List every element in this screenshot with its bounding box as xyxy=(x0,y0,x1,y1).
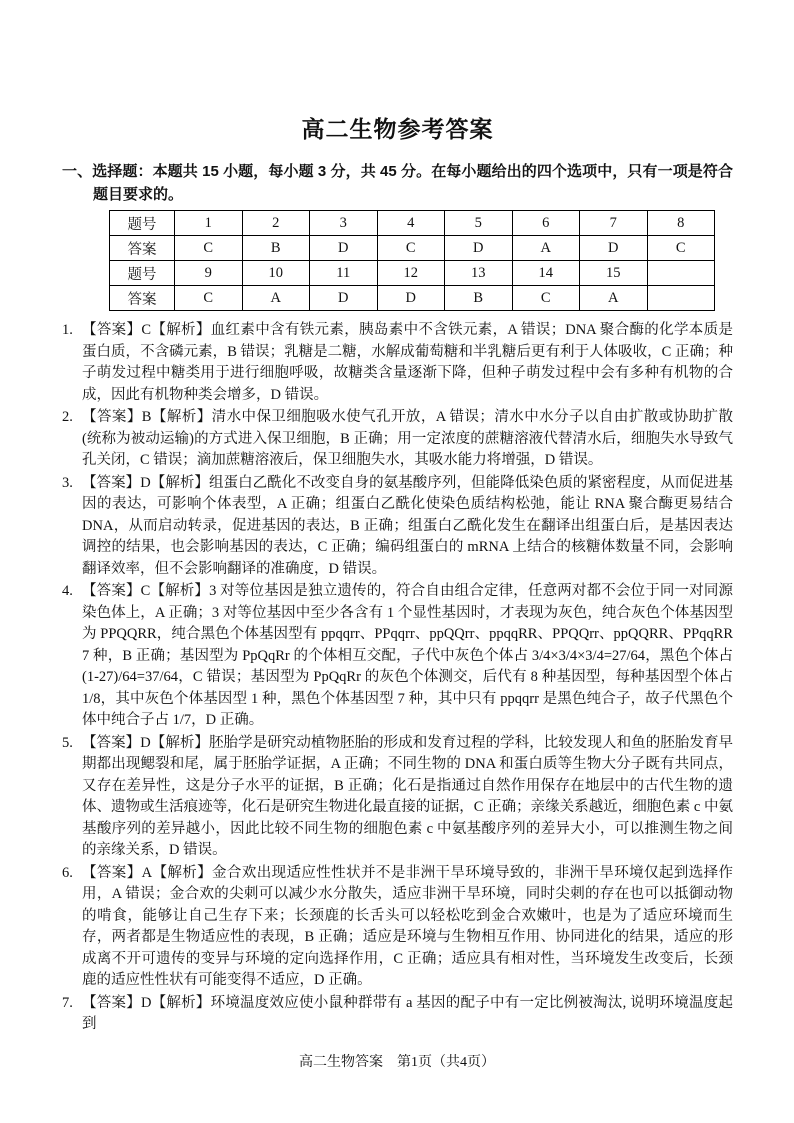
table-row xyxy=(110,211,715,236)
section-heading-text: 选择题：本题共 15 小题，每小题 3 分，共 45 分。在每小题给出的四个选项中，只有一项是符合题目要求的。 xyxy=(92,163,733,203)
table-row xyxy=(110,286,715,311)
answer-table xyxy=(109,210,715,311)
table-cell xyxy=(647,286,715,311)
table-cell: 2 xyxy=(242,211,310,236)
explanation-text: 【答案】A【解析】金合欢出现适应性性状并不是非洲干旱环境导致的，非洲干旱环境仅起到选择作用，A 错误；金合欢的尖刺可以减少水分散失，适应非洲干旱环境，同时尖刺的存在也可以抵御动物的啃食，能够让自己生存下来；长颈鹿的长舌头可以轻松吃到金合欢嫩叶，也是为了适应环境而生存，两者都是生物适应性的表现，B 正确；适应是环境与生物相互作用、协同进化的结果，适应的形成离不开可遗传的变异与环境的定向选择作用，C 正确；适应具有相对性，当环境发生改变后，长颈鹿的适应性性状有可能变得不适应，D 正确。 xyxy=(82,864,733,988)
table-cell: D xyxy=(580,236,648,261)
table-cell: C xyxy=(175,236,243,261)
explanation-list xyxy=(62,320,733,1036)
explanation-item xyxy=(62,993,733,1036)
explanation-number: 4. xyxy=(62,583,73,599)
explanation-text: 【答案】C【解析】血红素中含有铁元素，胰岛素中不含铁元素，A 错误；DNA 聚合酶的化学本质是蛋白质，不含磷元素，B 错误；乳糖是二糖，水解成葡萄糖和半乳糖后更有利于人体吸收，C 正确；种子萌发过程中糖类用于进行细胞呼吸，故糖类含量逐渐下降，但种子萌发过程中会有多种有机物的合成，因此有机物种类会增多，D 错误。 xyxy=(82,322,733,403)
table-cell: 答案 xyxy=(110,236,175,261)
table-cell: A xyxy=(242,286,310,311)
table-cell: 1 xyxy=(175,211,243,236)
table-cell: 题号 xyxy=(110,211,175,236)
table-row xyxy=(110,261,715,286)
explanation-item xyxy=(62,473,733,581)
table-cell: 11 xyxy=(310,261,378,286)
table-cell: C xyxy=(647,236,715,261)
table-cell: D xyxy=(377,286,445,311)
table-row xyxy=(110,236,715,261)
explanation-number: 3. xyxy=(62,474,73,491)
page-footer: 高二生物答案 第1页（共4页） xyxy=(299,1055,495,1070)
table-cell: A xyxy=(580,286,648,311)
explanation-number: 1. xyxy=(62,322,73,338)
table-cell: C xyxy=(175,286,243,311)
page-title: 高二生物参考答案 xyxy=(301,116,494,142)
table-cell: D xyxy=(445,236,513,261)
table-cell: 10 xyxy=(242,261,310,286)
explanation-number: 2. xyxy=(62,409,73,425)
explanation-number: 6. xyxy=(62,864,73,881)
table-cell: C xyxy=(512,286,580,311)
table-cell xyxy=(647,261,715,286)
table-cell: 12 xyxy=(377,261,445,286)
table-cell: 3 xyxy=(310,211,378,236)
table-cell: 5 xyxy=(445,211,513,236)
table-cell: 答案 xyxy=(110,286,175,311)
explanation-text: 【答案】D【解析】胚胎学是研究动植物胚胎的形成和发育过程的学科，比较发现人和鱼的胚胎发育早期都出现鳃裂和尾，属于胚胎学证据，A 正确；不同生物的 DNA 和蛋白质等生物大分子既有共同点，又存在差异性，这是分子水平的证据，B 正确；化石是指通过自然作用保存在地层中的古代生物的遗体、遗物或生活痕迹等，化石是研究生物进化最直接的证据，C 正确；亲缘关系越近，细胞色素 c 中氨基酸序列的差异越小，因此比较不同生物的细胞色素 c 中氨基酸序列的差异大小，可以推测生物之间的亲缘关系，D 错误。 xyxy=(82,734,733,858)
table-cell: 题号 xyxy=(110,261,175,286)
table-cell: 8 xyxy=(647,211,715,236)
explanation-item xyxy=(62,733,733,862)
section-index: 一、 xyxy=(62,163,93,180)
explanation-number: 7. xyxy=(62,994,73,1011)
table-cell: B xyxy=(242,236,310,261)
table-cell: D xyxy=(310,286,378,311)
explanation-text: 【答案】B【解析】清水中保卫细胞吸水使气孔开放，A 错误；清水中水分子以自由扩散或协助扩散(统称为被动运输)的方式进入保卫细胞，B 正确；用一定浓度的蔗糖溶液代替清水后，细胞失水导致气孔关闭，C 错误；滴加蔗糖溶液后，保卫细胞失水，其吸水能力将增强，D 错误。 xyxy=(82,409,733,468)
table-cell: 14 xyxy=(512,261,580,286)
section-heading xyxy=(62,161,733,206)
explanation-item xyxy=(62,320,733,406)
explanation-text: 【答案】D【解析】组蛋白乙酰化不改变自身的氨基酸序列，但能降低染色质的紧密程度，从而促进基因的表达，可影响个体表型，A 正确；组蛋白乙酰化使染色质结构松弛，能让 RNA 聚合酶更易结合 DNA，从而启动转录，促进基因的表达，B 正确；组蛋白乙酰化发生在翻译出组蛋白后，是基因表达调控的结果，也会影响基因的表达，C 正确；编码组蛋白的 mRNA 上结合的核糖体数量不同，会影响翻译效率，但不会影响翻译的准确度，D 错误。 xyxy=(82,474,733,577)
explanation-item xyxy=(62,581,733,732)
table-cell: 13 xyxy=(445,261,513,286)
explanation-item xyxy=(62,863,733,992)
table-cell: 15 xyxy=(580,261,648,286)
table-cell: 7 xyxy=(580,211,648,236)
table-cell: 6 xyxy=(512,211,580,236)
table-cell: C xyxy=(377,236,445,261)
explanation-item xyxy=(62,407,733,472)
explanation-number: 5. xyxy=(62,734,73,751)
explanation-text: 【答案】C【解析】3 对等位基因是独立遗传的，符合自由组合定律，任意两对都不会位于同一对同源染色体上，A 正确；3 对等位基因中至少各含有 1 个显性基因时，才表现为灰色，纯合灰色个体基因型为 PPQQRR，纯合黑色个体基因型有 ppqqrr、PPqqrr、ppQQrr、ppqqRR、PPQQrr、ppQQRR、PPqqRR 7 种，B 正确；基因型为 PpQqRr 的个体相互交配，子代中灰色个体占 3/4×3/4×3/4=27/64，黑色个体占 (1-27)/64=37/64，C 错误；基因型为 PpQqRr 的灰色个体测交，后代有 8 种基因型，每种基因型个体占 1/8，其中灰色个体基因型 1 种，黑色个体基因型 7 种，其中只有 ppqqrr 是黑色纯合子，故子代黑色个体中纯合子占 1/7，D 正确。 xyxy=(82,583,733,728)
table-cell: 4 xyxy=(377,211,445,236)
document-page xyxy=(62,0,733,1123)
explanation-text: 【答案】D【解析】环境温度效应使小鼠种群带有 a 基因的配子中有一定比例被淘汰, 说明环境温度起到 xyxy=(82,994,733,1032)
table-cell: D xyxy=(310,236,378,261)
table-cell: B xyxy=(445,286,513,311)
table-cell: 9 xyxy=(175,261,243,286)
table-cell: A xyxy=(512,236,580,261)
